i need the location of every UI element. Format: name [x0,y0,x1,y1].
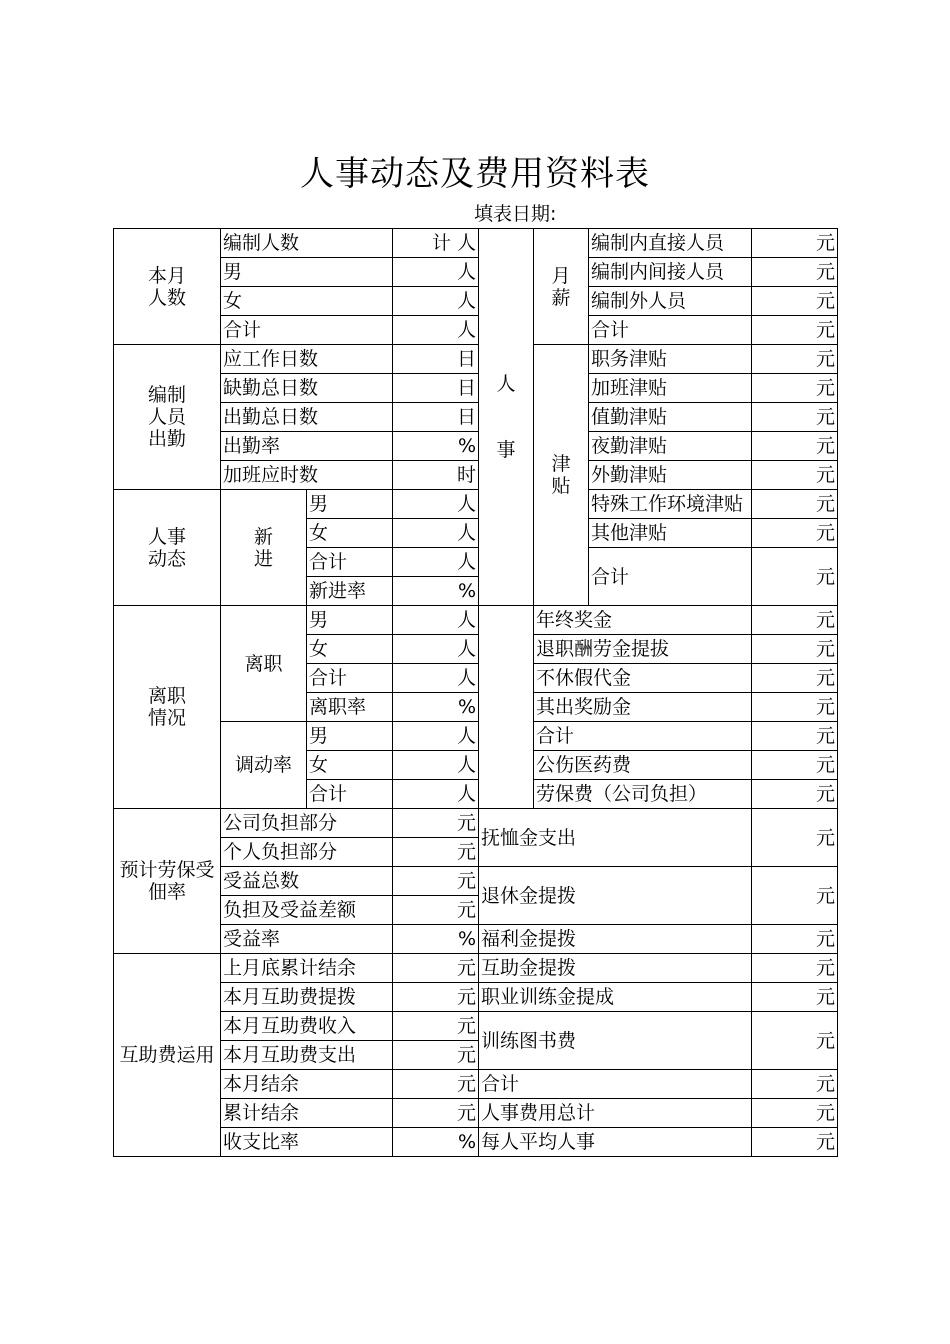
mutual-aid-unit[interactable]: 元 [393,954,479,983]
mutual-aid-label: 本月互助费支出 [221,1041,393,1070]
attendance-label: 加班应时数 [221,461,393,490]
leave-unit[interactable]: % [393,693,479,722]
salary-label: 编制内间接人员 [589,258,752,287]
allowance-unit[interactable]: 元 [752,490,838,519]
salary-label: 编制外人员 [589,287,752,316]
blank-gap [479,606,534,809]
attendance-group: 编制 人员 出勤 [114,345,221,490]
insurance-unit[interactable]: 元 [393,838,479,867]
insurance-unit[interactable]: 元 [393,896,479,925]
expense-label: 福利金提拨 [479,925,752,954]
expense-label: 人事费用总计 [479,1099,752,1128]
leave-label: 合计 [307,664,393,693]
new-hire-sub: 新 进 [221,490,307,606]
allowance-label: 外勤津贴 [589,461,752,490]
fill-date-label[interactable]: 填表日期: [474,203,557,225]
salary-unit[interactable]: 元 [752,258,838,287]
expense-unit[interactable]: 元 [752,1012,838,1070]
attendance-label: 缺勤总日数 [221,374,393,403]
new-hire-unit[interactable]: 人 [393,519,479,548]
insurance-label: 受益总数 [221,867,393,896]
mutual-aid-unit[interactable]: 元 [393,983,479,1012]
attendance-unit[interactable]: % [393,432,479,461]
mutual-aid-label: 本月结余 [221,1070,393,1099]
renshi-vertical-label: 人 事 [479,229,534,606]
allowance-unit[interactable]: 元 [752,374,838,403]
new-hire-unit[interactable]: 人 [393,490,479,519]
expense-label: 公伤医药费 [534,751,752,780]
mutual-aid-label: 本月互助费提拨 [221,983,393,1012]
page-title: 人事动态及费用资料表 [300,154,650,194]
allowance-group: 津 贴 [534,345,589,606]
allowance-unit[interactable]: 元 [752,548,838,606]
insurance-unit[interactable]: 元 [393,809,479,838]
expense-unit[interactable]: 元 [752,1099,838,1128]
personnel-form-table [113,228,838,1157]
expense-label: 劳保费（公司负担） [534,780,752,809]
expense-unit[interactable]: 元 [752,925,838,954]
leave-unit[interactable]: 人 [393,635,479,664]
new-hire-unit[interactable]: % [393,577,479,606]
leave-unit[interactable]: 人 [393,606,479,635]
allowance-label: 特殊工作环境津贴 [589,490,752,519]
transfer-label: 女 [307,751,393,780]
leave-label: 男 [307,606,393,635]
expense-label: 合计 [479,1070,752,1099]
mutual-aid-unit[interactable]: 元 [393,1041,479,1070]
dynamics-group: 人事 动态 [114,490,221,606]
monthly-count-label: 女 [221,287,393,316]
monthly-count-group: 本月 人数 [114,229,221,345]
allowance-unit[interactable]: 元 [752,432,838,461]
monthly-count-unit[interactable]: 人 [393,258,479,287]
monthly-count-unit[interactable]: 人 [393,287,479,316]
attendance-unit[interactable]: 日 [393,403,479,432]
salary-unit[interactable]: 元 [752,229,838,258]
leaving-group: 离职 情况 [114,606,221,809]
expense-unit[interactable]: 元 [752,606,838,635]
expense-unit[interactable]: 元 [752,722,838,751]
expense-unit[interactable]: 元 [752,1070,838,1099]
new-hire-label: 新进率 [307,577,393,606]
transfer-sub: 调动率 [221,722,307,809]
insurance-unit[interactable]: % [393,925,479,954]
allowance-label: 职务津贴 [589,345,752,374]
expense-unit[interactable]: 元 [752,983,838,1012]
attendance-label: 出勤总日数 [221,403,393,432]
attendance-unit[interactable]: 日 [393,345,479,374]
expense-label: 合计 [534,722,752,751]
insurance-label: 个人负担部分 [221,838,393,867]
expense-unit[interactable]: 元 [752,954,838,983]
expense-label: 抚恤金支出 [479,809,752,867]
expense-unit[interactable]: 元 [752,809,838,867]
expense-label: 职业训练金提成 [479,983,752,1012]
new-hire-label: 男 [307,490,393,519]
salary-group: 月 薪 [534,229,589,345]
salary-unit[interactable]: 元 [752,316,838,345]
expense-label: 年终奖金 [534,606,752,635]
expense-unit[interactable]: 元 [752,867,838,925]
allowance-label: 加班津贴 [589,374,752,403]
leave-sub: 离职 [221,606,307,722]
expense-unit[interactable]: 元 [752,780,838,809]
expense-label: 退休金提拨 [479,867,752,925]
expense-unit[interactable]: 元 [752,1128,838,1157]
expense-unit[interactable]: 元 [752,664,838,693]
salary-label: 编制内直接人员 [589,229,752,258]
new-hire-label: 合计 [307,548,393,577]
monthly-count-label: 男 [221,258,393,287]
expense-label: 其出奖励金 [534,693,752,722]
transfer-unit[interactable]: 人 [393,780,479,809]
allowance-unit[interactable]: 元 [752,345,838,374]
insurance-group: 预计劳保受 佃率 [114,809,221,954]
leave-unit[interactable]: 人 [393,664,479,693]
allowance-unit[interactable]: 元 [752,519,838,548]
allowance-label: 夜勤津贴 [589,432,752,461]
expense-label: 退职酬劳金提拔 [534,635,752,664]
attendance-label: 应工作日数 [221,345,393,374]
transfer-unit[interactable]: 人 [393,722,479,751]
leave-label: 女 [307,635,393,664]
expense-label: 互助金提拨 [479,954,752,983]
allowance-unit[interactable]: 元 [752,461,838,490]
attendance-unit[interactable]: 日 [393,374,479,403]
allowance-unit[interactable]: 元 [752,403,838,432]
transfer-label: 合计 [307,780,393,809]
mutual-aid-unit[interactable]: 元 [393,1099,479,1128]
allowance-label: 其他津贴 [589,519,752,548]
insurance-label: 负担及受益差额 [221,896,393,925]
mutual-aid-label: 收支比率 [221,1128,393,1157]
new-hire-unit[interactable]: 人 [393,548,479,577]
insurance-label: 受益率 [221,925,393,954]
expense-unit[interactable]: 元 [752,751,838,780]
mutual-aid-unit[interactable]: 元 [393,1012,479,1041]
mutual-aid-unit[interactable]: % [393,1128,479,1157]
expense-unit[interactable]: 元 [752,635,838,664]
expense-unit[interactable]: 元 [752,693,838,722]
monthly-count-unit[interactable]: 人 [393,316,479,345]
allowance-label: 值勤津贴 [589,403,752,432]
insurance-label: 公司负担部分 [221,809,393,838]
monthly-count-unit[interactable]: 计 人 [393,229,479,258]
transfer-label: 男 [307,722,393,751]
leave-label: 离职率 [307,693,393,722]
salary-unit[interactable]: 元 [752,287,838,316]
expense-label: 每人平均人事 [479,1128,752,1157]
mutual-aid-group: 互助费运用 [114,954,221,1157]
transfer-unit[interactable]: 人 [393,751,479,780]
salary-label: 合计 [589,316,752,345]
expense-label: 训练图书费 [479,1012,752,1070]
attendance-unit[interactable]: 时 [393,461,479,490]
attendance-label: 出勤率 [221,432,393,461]
new-hire-label: 女 [307,519,393,548]
monthly-count-label: 编制人数 [221,229,393,258]
mutual-aid-label: 累计结余 [221,1099,393,1128]
mutual-aid-label: 上月底累计结余 [221,954,393,983]
mutual-aid-unit[interactable]: 元 [393,1070,479,1099]
allowance-label: 合计 [589,548,752,606]
insurance-unit[interactable]: 元 [393,867,479,896]
mutual-aid-label: 本月互助费收入 [221,1012,393,1041]
expense-label: 不休假代金 [534,664,752,693]
monthly-count-label: 合计 [221,316,393,345]
